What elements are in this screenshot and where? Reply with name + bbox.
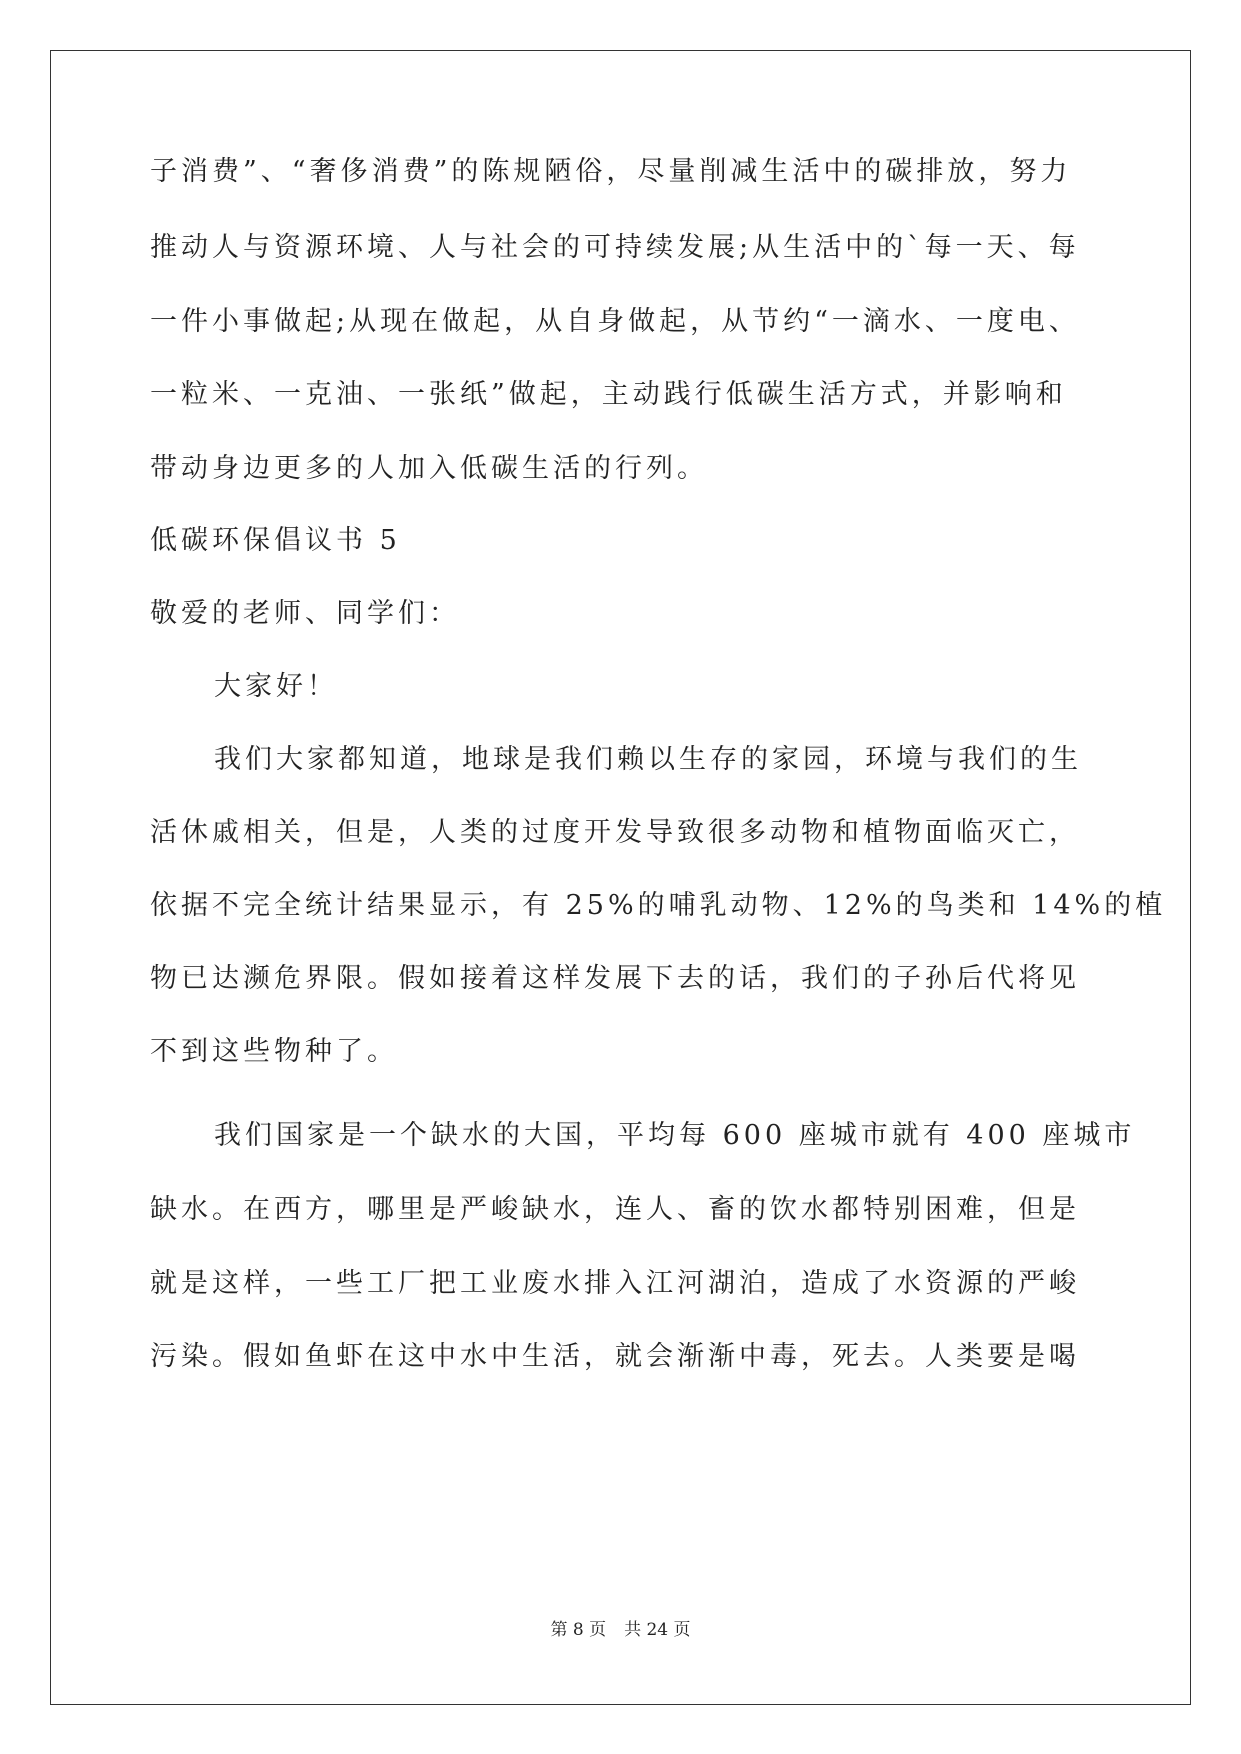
- greeting: 大家好！: [214, 671, 338, 702]
- body-text-line: 物已达濒危界限。假如接着这样发展下去的话，我们的子孙后代将见: [150, 963, 1080, 994]
- body-text-line: 活休戚相关，但是，人类的过度开发导致很多动物和植物面临灭亡，: [150, 817, 1080, 848]
- body-text-line: 污染。假如鱼虾在这中水中生活，就会渐渐中毒，死去。人类要是喝: [150, 1341, 1080, 1372]
- body-text-line: 不到这些物种了。: [150, 1036, 398, 1067]
- salutation: 敬爱的老师、同学们：: [150, 598, 460, 629]
- page-footer: [0, 1622, 1241, 1639]
- page-total: 共 24 页: [624, 1620, 691, 1640]
- body-text-line: 我们国家是一个缺水的大国，平均每 600 座城市就有 400 座城市: [214, 1120, 1136, 1151]
- body-text-line: 缺水。在西方，哪里是严峻缺水，连人、畜的饮水都特别困难，但是: [150, 1194, 1080, 1225]
- page-border: [50, 50, 1191, 1705]
- body-text-line: 带动身边更多的人加入低碳生活的行列。: [150, 453, 708, 484]
- body-text-line: 依据不完全统计结果显示，有 25%的哺乳动物、12%的鸟类和 14%的植: [150, 890, 1167, 921]
- body-text-line: 一粒米、一克油、一张纸”做起，主动践行低碳生活方式，并影响和: [150, 379, 1067, 410]
- body-text-line: 就是这样，一些工厂把工业废水排入江河湖泊，造成了水资源的严峻: [150, 1268, 1080, 1299]
- body-text-line: 子消费”、“奢侈消费”的陈规陋俗，尽量削减生活中的碳排放，努力: [150, 156, 1072, 187]
- body-text-line: 我们大家都知道，地球是我们赖以生存的家园，环境与我们的生: [214, 744, 1082, 775]
- page-number: 第 8 页: [550, 1620, 607, 1640]
- body-text-line: 推动人与资源环境、人与社会的可持续发展;从生活中的`每一天、每: [150, 232, 1080, 263]
- body-text-line: 一件小事做起;从现在做起，从自身做起，从节约“一滴水、一度电、: [150, 306, 1080, 337]
- section-heading: 低碳环保倡议书 5: [150, 525, 401, 556]
